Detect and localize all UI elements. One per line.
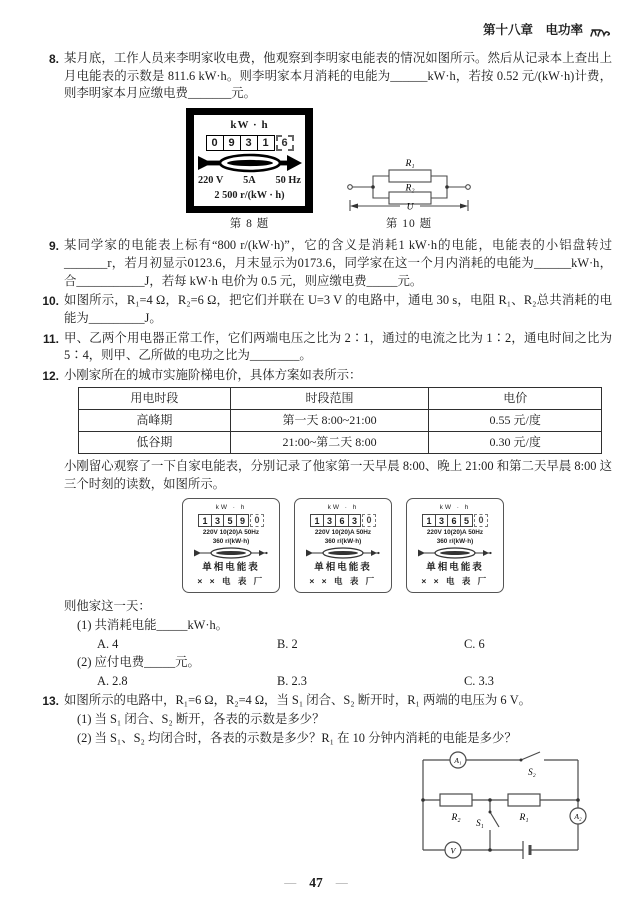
meter-disk-icon xyxy=(198,153,302,173)
figure-meter-q8 xyxy=(186,108,313,233)
col-header-period: 用电时段 xyxy=(79,388,231,410)
meter-revolutions: 2 500 r/(kW · h) xyxy=(214,189,285,201)
meter-factory-label: × × 电 表 厂 xyxy=(309,576,377,587)
ammeter-a1-label: A₁ xyxy=(454,756,462,766)
meter-frequency: 50 Hz xyxy=(275,175,301,187)
problem-13-q1: (1) 当 S₁ 闭合、S₂ 断开，各表的示数是多少？ xyxy=(77,712,325,727)
parallel-circuit-diagram xyxy=(343,147,475,213)
problem-11-number: 11. xyxy=(42,331,59,346)
meter-factory-label: × × 电 表 厂 xyxy=(421,576,489,587)
resistor-r2-label: R₂ xyxy=(451,813,461,824)
meter-ratings: 220V 10(20)A 50Hz xyxy=(426,528,484,536)
meter-digit: 5 xyxy=(460,514,474,527)
problem-12-q2-options xyxy=(64,673,612,691)
option-c: C. 3.3 xyxy=(464,673,494,688)
resistor-r2-label: R₂ xyxy=(405,183,415,194)
voltage-u-label: U xyxy=(406,202,414,213)
meter-digit: 6 xyxy=(335,514,349,527)
problem-13-content xyxy=(64,692,612,872)
switch-s1-label: S₁ xyxy=(476,818,484,829)
page-footer xyxy=(0,873,632,892)
problem-13-body: 如图所示的电路中，R₁=6 Ω，R₂=4 Ω，当 S₁ 闭合、S₂ 断开时，R₁ 两端的电压为 6 V。 xyxy=(64,693,532,708)
meter-digit: 3 xyxy=(240,135,258,151)
resistor-r1-label: R₁ xyxy=(519,813,529,824)
figure-circuit-q13 xyxy=(64,750,612,872)
meter-name-label: 单相电能表 xyxy=(202,561,260,573)
problem-8 xyxy=(36,50,612,235)
meter-disk-icon xyxy=(306,547,380,559)
cell-range: 21:00~第二天 8:00 xyxy=(230,432,429,454)
problems-column xyxy=(36,50,612,874)
meter-ratings: 220V 10(20)A 50Hz xyxy=(314,528,372,536)
meter-card-day1-evening xyxy=(294,498,392,594)
meter-digit-register xyxy=(310,514,376,527)
meter-digit: 5 xyxy=(223,514,237,527)
problem-9-number: 9. xyxy=(48,239,59,254)
meter-card-day2-morning xyxy=(406,498,504,594)
meter-digit: 3 xyxy=(348,514,362,527)
table-row xyxy=(79,432,602,454)
meter-digit: 3 xyxy=(211,514,225,527)
option-b: B. 2 xyxy=(277,636,298,651)
problem-8-body: 某月底，工作人员来李明家收电费，他观察到李明家电能表的情况如图所示。然后从记录本上查出上月电能表的示数是 811.6 kW·h。则李明家本月消耗的电能为______kW·h，若按 0.52 元/(kW·h)计费，则李明家本月应缴电费_______元。 xyxy=(64,51,612,101)
meter-revolutions: 360 r/(kW·h) xyxy=(212,537,250,545)
problem-12-intro: 小刚家所在的城市实施阶梯电价，具体方案如表所示： xyxy=(64,367,362,382)
meter-factory-label: × × 电 表 厂 xyxy=(197,576,265,587)
meter-voltage: 220 V xyxy=(198,175,224,187)
page-number: 47 xyxy=(309,874,323,890)
figure-circuit-q10 xyxy=(343,147,475,232)
meter-disk-icon xyxy=(418,547,492,559)
tiered-price-table xyxy=(78,387,602,454)
meter-unit-label: kW · h xyxy=(327,503,359,511)
meter-face xyxy=(194,115,305,206)
meter-card-day1-morning xyxy=(182,498,280,594)
electric-meter-q8 xyxy=(186,108,313,213)
cell-period: 高峰期 xyxy=(79,410,231,432)
meter-readings-row xyxy=(182,498,612,594)
table-header-row xyxy=(79,388,602,410)
meter-digit-register xyxy=(422,514,488,527)
meter-unit-label: kW · h xyxy=(215,503,247,511)
chapter-title: 第十八章 电功率 xyxy=(482,23,583,37)
figure-caption-q8: 第 8 题 xyxy=(229,218,270,231)
problem-12-observe: 小刚留心观察了一下自家电能表，分别记录了他家第一天早晨 8:00、晚上 21:00 和第二天早晨 8:00 这三个时刻的读数，如图所示。 xyxy=(64,459,612,492)
switch-s2-label: S₂ xyxy=(528,767,536,778)
page-header xyxy=(483,22,612,40)
problem-13-number: 13. xyxy=(42,694,59,709)
problem-11 xyxy=(36,330,612,365)
circuit-diagram-q13 xyxy=(408,750,598,872)
problem-12-then: 则他家这一天： xyxy=(64,599,151,614)
meter-ratings: 220V 10(20)A 50Hz xyxy=(202,528,260,536)
meter-digit: 9 xyxy=(223,135,241,151)
problem-12-q1-options xyxy=(64,636,612,654)
meter-current: 5A xyxy=(243,175,256,187)
problem-9-text: 某同学家的电能表上标有“800 r/(kW·h)”，它的含义是消耗1 kW·h的电能，电能表的小铝盘转过_______r，若月初显示0123.6，月末显示为0173.6，同学家在这一个月内消耗的电能为______kW·h，合___________J，若每 kW·h 电价为 0.5 元，则应缴电费_____元。 xyxy=(64,238,612,288)
problem-12 xyxy=(36,367,612,691)
problem-13 xyxy=(36,692,612,872)
option-a: A. 2.8 xyxy=(97,673,128,688)
problem-12-content xyxy=(64,367,612,691)
cell-price: 0.30 元/度 xyxy=(429,432,602,454)
problem-9 xyxy=(36,237,612,290)
col-header-price: 电价 xyxy=(429,388,602,410)
meter-name-label: 单相电能表 xyxy=(426,561,484,573)
meter-digit: 0 xyxy=(206,135,224,151)
option-a: A. 4 xyxy=(97,636,119,651)
meter-digit: 9 xyxy=(236,514,250,527)
meter-decimal-digit: 0 xyxy=(362,514,376,527)
chapter-decoration-icon xyxy=(588,23,612,39)
problem-13-q2: (2) 当 S₁、S₂ 均闭合时，各表的示数是多少？R₁ 在 10 分钟内消耗的电能是多少？ xyxy=(77,730,517,745)
meter-digit: 1 xyxy=(422,514,436,527)
problem-11-text: 甲、乙两个用电器正常工作，它们两端电压之比为 2∶1，通过的电流之比为 1∶2，通电时间之比为 5∶4，则甲、乙所做的电功之比为________。 xyxy=(64,330,612,363)
meter-digit-register xyxy=(198,514,264,527)
meter-digit: 6 xyxy=(447,514,461,527)
problem-12-number: 12. xyxy=(42,368,59,383)
meter-disk-icon xyxy=(194,547,268,559)
meter-unit-label: kW · h xyxy=(230,118,269,131)
meter-digit: 3 xyxy=(323,514,337,527)
meter-decimal-digit: 0 xyxy=(250,514,264,527)
problem-10-number: 10. xyxy=(42,294,59,309)
meter-digit: 1 xyxy=(198,514,212,527)
problem-10-text: 如图所示，R₁=4 Ω，R₂=6 Ω，把它们并联在 U=3 V 的电路中，通电 30 s，电阻 R₁、R₂总共消耗的电能为_________J。 xyxy=(64,293,612,325)
cell-range: 第一天 8:00~21:00 xyxy=(230,410,429,432)
problem-8-text xyxy=(64,50,612,235)
resistor-r1-label: R₁ xyxy=(405,159,415,170)
meter-revolutions: 360 r/(kW·h) xyxy=(324,537,362,545)
table-row xyxy=(79,410,602,432)
meter-digit: 1 xyxy=(310,514,324,527)
col-header-range: 时段范围 xyxy=(230,388,429,410)
meter-name-label: 单相电能表 xyxy=(314,561,372,573)
meter-ratings xyxy=(198,175,301,187)
footer-dash: — xyxy=(335,874,348,889)
meter-revolutions: 360 r/(kW·h) xyxy=(436,537,474,545)
problem-12-q1: (1) 共消耗电能_____kW·h。 xyxy=(77,618,229,633)
meter-digit-register xyxy=(206,135,294,151)
cell-period: 低谷期 xyxy=(79,432,231,454)
meter-digit: 1 xyxy=(257,135,275,151)
option-c: C. 6 xyxy=(464,636,485,651)
meter-digit: 3 xyxy=(435,514,449,527)
footer-dash: — xyxy=(284,874,297,889)
problem-10 xyxy=(36,292,612,327)
meter-unit-label: kW · h xyxy=(439,503,471,511)
problem-8-number: 8. xyxy=(48,52,59,66)
problem-12-q2: (2) 应付电费_____元。 xyxy=(77,655,200,670)
voltmeter-v-label: V xyxy=(450,846,456,856)
cell-price: 0.55 元/度 xyxy=(429,410,602,432)
figure-caption-q10: 第 10 题 xyxy=(385,218,433,231)
ammeter-a2-label: A₂ xyxy=(574,812,582,822)
meter-decimal-digit: 6 xyxy=(276,135,294,151)
option-b: B. 2.3 xyxy=(277,673,307,688)
meter-decimal-digit: 0 xyxy=(474,514,488,527)
figure-row-q8-q10 xyxy=(186,108,612,233)
